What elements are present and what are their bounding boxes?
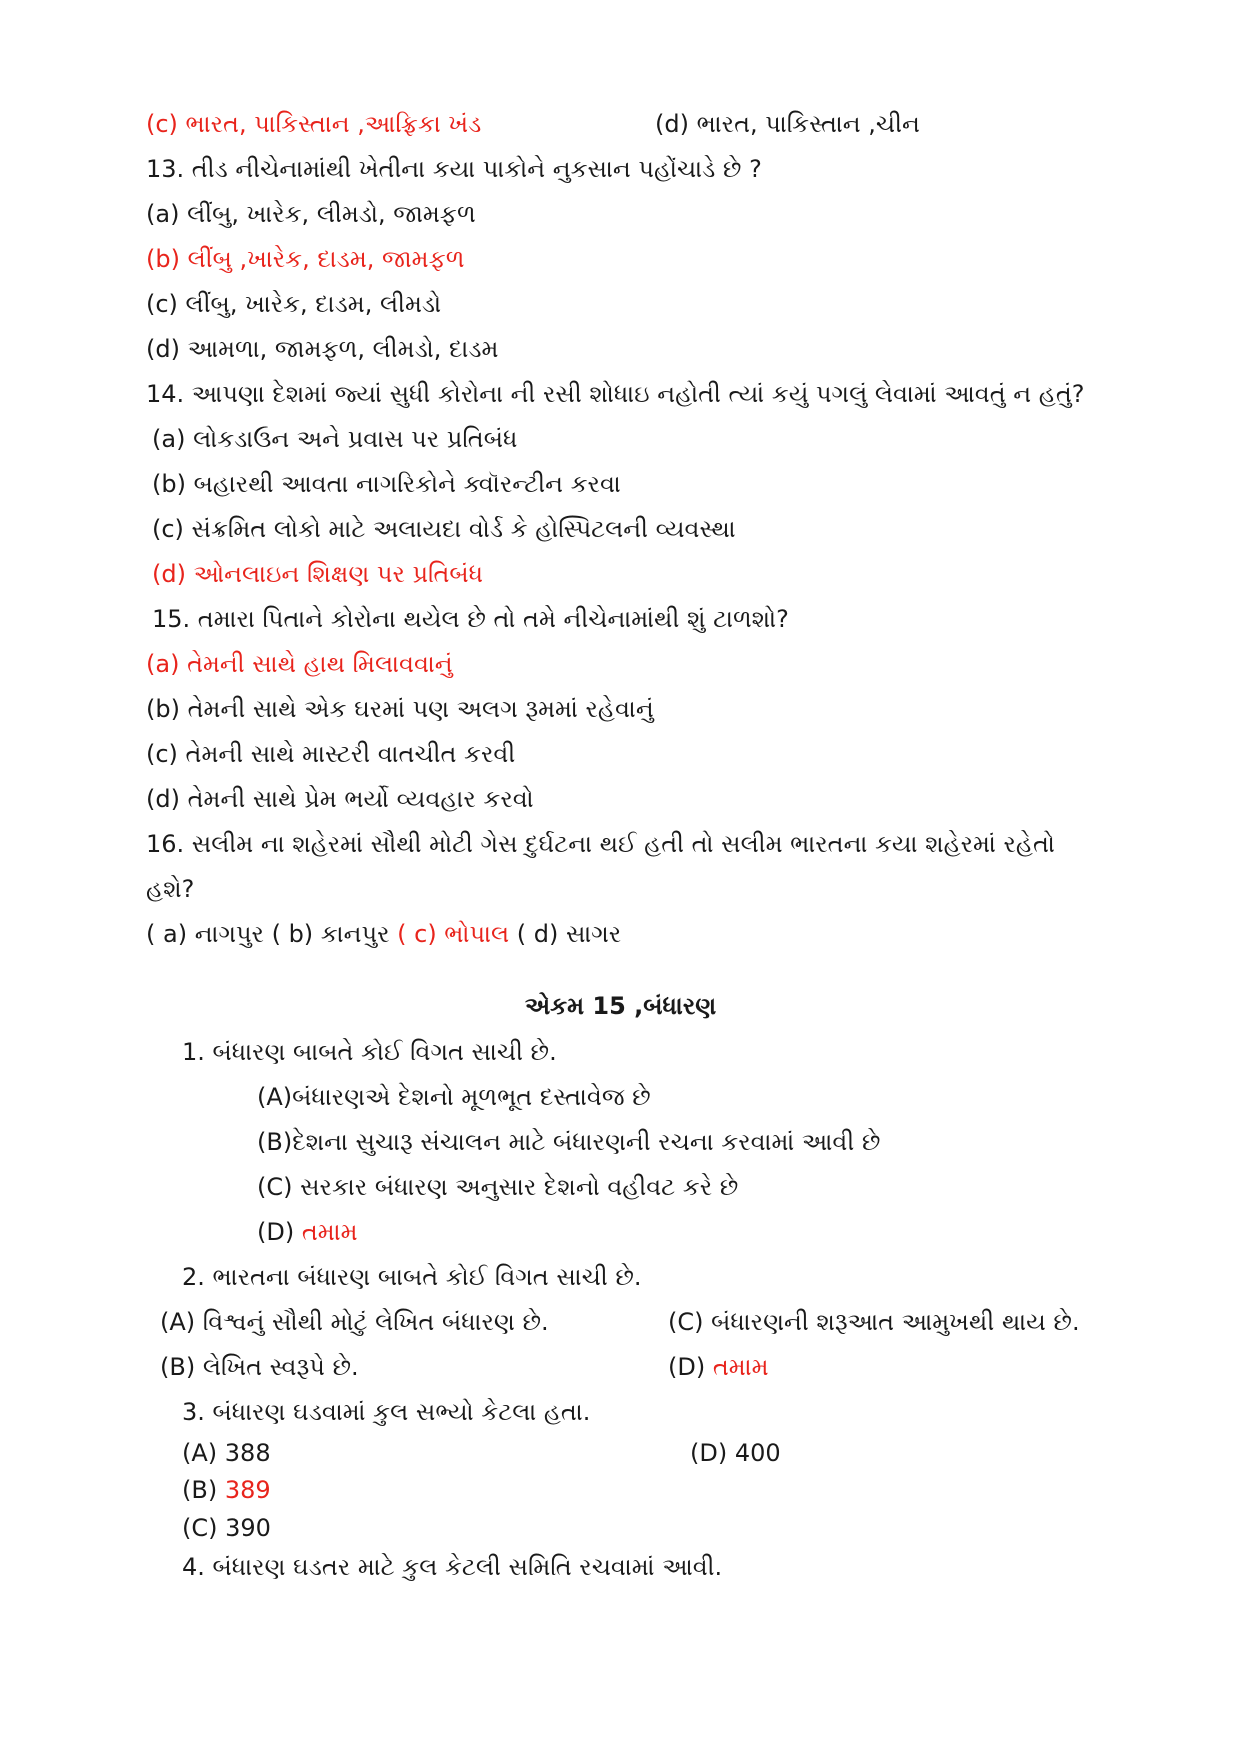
q13-option-c: (c) લીંબુ, ખારેક, દાડમ, લીમડો [146, 290, 442, 318]
u15-q2-question: 2. ભારતના બંધારણ બાબતે કોઈ વિગત સાચી છે. [182, 1263, 642, 1291]
q14-option-c: (c) સંક્રમિત લોકો માટે અલાયદા વોર્ડ કે હોસ્પિટલની વ્યવસ્થા [152, 515, 736, 543]
q13-option-d: (d) આમળા, જામફળ, લીમડો, દાડમ [146, 335, 499, 363]
q16-options-before: ( a) નાગપુર ( b) કાનપુર [146, 920, 398, 948]
q14-option-b: (b) બહારથી આવતા નાગરિકોને ક્વૉરન્ટીન કરવા [152, 470, 621, 498]
u15-q1-option-a: (A)બંધારણએ દેશનો મૂળભૂત દસ્તાવેજ છે [257, 1083, 651, 1111]
q16-option-c-answer: ( c) ભોપાલ [397, 920, 510, 948]
q13-option-a: (a) લીંબુ, ખારેક, લીમડો, જામફળ [146, 200, 476, 228]
q12-option-d: (d) ભારત, પાકિસ્તાન ,ચીન [655, 110, 920, 138]
u15-q2-option-a: (A) વિશ્વનું સૌથી મોટું લેખિત બંધારણ છે. [160, 1308, 549, 1336]
q13-option-b-answer: (b) લીંબુ ,ખારેક, દાડમ, જામફળ [146, 245, 465, 273]
u15-q3-option-b-prefix: (B) [182, 1476, 225, 1504]
q16-question-line2: હશે? [146, 875, 195, 903]
q14-option-a: (a) લોકડાઉન અને પ્રવાસ પર પ્રતિબંધ [152, 425, 518, 453]
u15-q1-option-b: (B)દેશના સુચારૂ સંચાલન માટે બંધારણની રચના કરવામાં આવી છે [257, 1128, 881, 1156]
u15-q1-option-d [257, 1216, 358, 1248]
q15-option-a-answer: (a) તેમની સાથે હાથ મિલાવવાનું [146, 650, 453, 678]
u15-q3-option-d: (D) 400 [690, 1439, 781, 1467]
q15-option-c: (c) તેમની સાથે માસ્ટરી વાતચીત કરવી [146, 740, 516, 768]
u15-q2-option-c: (C) બંધારણની શરૂઆત આમુખથી થાય છે. [668, 1308, 1080, 1336]
u15-q3-option-b-answer: 389 [224, 1476, 271, 1504]
q14-option-d-answer: (d) ઓનલાઇન શિક્ષણ પર પ્રતિબંધ [152, 560, 484, 588]
u15-q2-option-d-answer: તમામ [712, 1353, 769, 1381]
u15-q3-question: 3. બંધારણ ઘડવામાં કુલ સભ્યો કેટલા હતા. [182, 1398, 591, 1426]
u15-q2-option-b: (B) લેખિત સ્વરૂપે છે. [160, 1353, 359, 1381]
q13-question: 13. તીડ નીચેનામાંથી ખેતીના કયા પાકોને નુકસાન પહોંચાડે છે ? [146, 155, 762, 183]
u15-q1-question: 1. બંધારણ બાબતે કોઈ વિગત સાચી છે. [182, 1038, 557, 1066]
u15-q1-option-d-prefix: (D) [257, 1218, 302, 1246]
u15-q1-option-d-answer: તમામ [301, 1218, 358, 1246]
u15-q3-option-a: (A) 388 [182, 1439, 271, 1467]
q15-question: 15. તમારા પિતાને કોરોના થયેલ છે તો તમે નીચેનામાંથી શું ટાળશો? [152, 605, 789, 633]
u15-q2-option-d [668, 1351, 769, 1383]
q12-option-c-answer: (c) ભારત, પાકિસ્તાન ,આફ્રિકા ખંડ [146, 110, 482, 138]
q16-question-line1: 16. સલીમ ના શહેરમાં સૌથી મોટી ગેસ દુર્ઘટના થઈ હતી તો સલીમ ભારતના કયા શહેરમાં રહેતો [146, 830, 1055, 858]
q14-question: 14. આપણા દેશમાં જ્યાં સુધી કોરોના ની રસી શોધાઇ નહોતી ત્યાં કયું પગલું લેવામાં આવતું ન હતું? [146, 380, 1085, 408]
u15-q3-option-c: (C) 390 [182, 1514, 271, 1542]
q15-option-d: (d) તેમની સાથે પ્રેમ ભર્યો વ્યવહાર કરવો [146, 785, 534, 813]
u15-q4-question: 4. બંધારણ ઘડતર માટે કુલ કેટલી સમિતિ રચવામાં આવી. [182, 1553, 723, 1581]
q16-options [146, 918, 621, 950]
q16-options-after: ( d) સાગર [509, 920, 622, 948]
unit-heading: એકમ 15 ,બંધારણ [524, 992, 717, 1020]
u15-q1-option-c: (C) સરકાર બંધારણ અનુસાર દેશનો વહીવટ કરે છે [257, 1173, 739, 1201]
u15-q3-option-b [182, 1474, 271, 1506]
u15-q2-option-d-prefix: (D) [668, 1353, 713, 1381]
q15-option-b: (b) તેમની સાથે એક ઘરમાં પણ અલગ રૂમમાં રહેવાનું [146, 695, 654, 723]
